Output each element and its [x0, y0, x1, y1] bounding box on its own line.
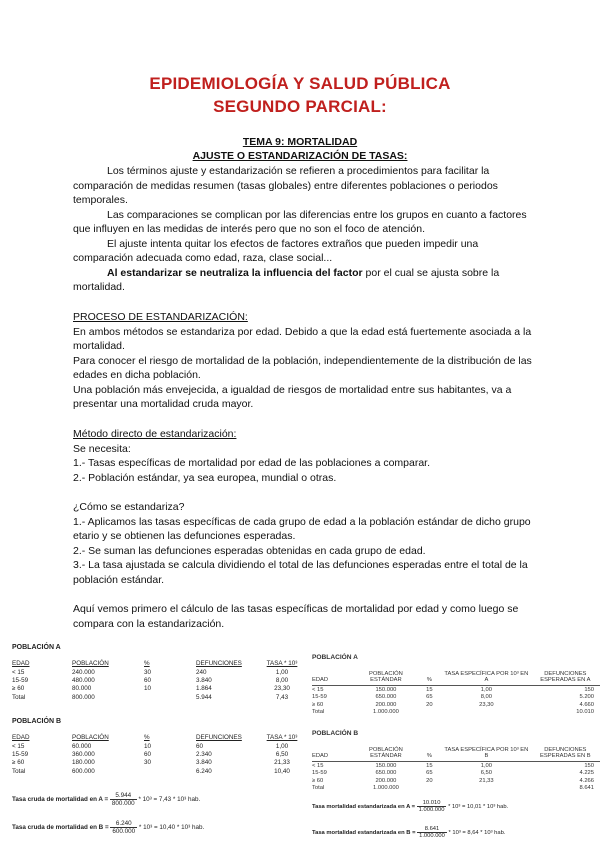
cell: 7,43 — [275, 693, 289, 701]
table-row — [12, 685, 302, 693]
intro-paragraph-4 — [73, 266, 533, 295]
cell: Total — [12, 767, 26, 775]
cell — [417, 709, 443, 717]
denominator: 800.000 — [111, 800, 135, 807]
cell: < 15 — [12, 742, 25, 750]
proceso-heading: PROCESO DE ESTANDARIZACIÓN: — [73, 311, 248, 323]
cell: 3.840 — [196, 677, 212, 685]
col-defunciones: DEFUNCIONES — [196, 660, 242, 667]
cell: 8,00 — [480, 694, 493, 701]
cell: 5.944 — [196, 693, 212, 701]
como-section — [73, 500, 533, 587]
col-percent: % — [417, 747, 443, 762]
col-edad: EDAD — [12, 660, 30, 667]
cell: 150.000 — [375, 762, 397, 769]
cell: 4.225 — [579, 770, 594, 777]
cell: ≥ 60 — [312, 777, 324, 784]
closing-section — [73, 602, 533, 631]
closing-paragraph: Aquí vemos primero el cálculo de las tasas específicas de mortalidad por edad y como luego se compara con la estandarización. — [73, 603, 519, 630]
denominator: 600.000 — [112, 828, 136, 835]
formula-label: Tasa mortalidad estandarizada en B = — [312, 830, 416, 837]
cell: 6,50 — [480, 770, 493, 777]
table-header-row — [12, 660, 302, 668]
cell: 180.000 — [72, 759, 95, 767]
key-statement-rest: por el cual se ajusta sobre la mortalidad. — [73, 266, 500, 293]
key-statement: Al estandarizar se neutraliza la influencia del factor — [107, 266, 363, 279]
table-row — [12, 767, 302, 775]
cell: 10 — [144, 742, 152, 750]
cell — [442, 709, 531, 717]
col-edad: EDAD — [312, 747, 355, 762]
left-table-a-title: POBLACIÓN A — [12, 644, 61, 651]
cell: 150.000 — [375, 686, 397, 693]
cell: 5.200 — [579, 694, 594, 701]
table-header-row — [312, 747, 600, 762]
standardized-rate-formula-b — [312, 826, 505, 839]
cell: 650.000 — [375, 694, 397, 701]
proceso-paragraph-1: En ambos métodos se estandariza por edad. Debido a que la edad está fuertemente asociada a la mortalidad. — [73, 325, 532, 352]
cell: ≥ 60 — [12, 759, 25, 767]
table-row — [12, 759, 302, 767]
cell: 10 — [144, 685, 152, 693]
col-tasa: TASA * 10³ — [266, 660, 298, 667]
cell: 80.000 — [72, 685, 92, 693]
col-tasa-especifica: TASA ESPECÍFICA POR 10³ EN A — [442, 671, 531, 686]
fraction — [110, 792, 137, 807]
formula-label: Tasa cruda de mortalidad en A = — [12, 796, 109, 804]
metodo-line-0: Se necesita: — [73, 442, 131, 455]
cell — [417, 785, 443, 793]
cell: 150 — [584, 762, 594, 769]
col-edad: EDAD — [312, 671, 355, 686]
fraction — [417, 826, 447, 839]
cell: 200.000 — [375, 777, 397, 784]
col-poblacion-estandar: POBLACIÓN ESTÁNDAR — [355, 747, 416, 762]
formula-result: * 10³ = 7,43 * 10³ hab. — [138, 796, 201, 804]
numerator: 6.240 — [110, 820, 137, 828]
col-poblacion-estandar: POBLACIÓN ESTÁNDAR — [355, 671, 416, 686]
intro-paragraph-2: Las comparaciones se complican por las diferencias entre los grupos en cuanto a factores que influyen en las medidas de interés pero que no son el foco de atención. — [73, 208, 527, 235]
cell: 480.000 — [72, 677, 95, 685]
col-poblacion: POBLACIÓN — [72, 734, 109, 741]
table-row — [12, 742, 302, 750]
table-row — [312, 709, 600, 717]
left-table-a — [12, 644, 302, 702]
intro-section — [73, 164, 533, 295]
table-header-row — [312, 671, 600, 686]
cell: 1,00 — [275, 668, 289, 676]
cell: 15 — [426, 762, 433, 769]
cell: < 15 — [312, 762, 324, 769]
como-question: ¿Cómo se estandariza? — [73, 501, 185, 513]
right-table-a — [312, 654, 600, 716]
cell: ≥ 60 — [12, 685, 25, 693]
cell — [144, 693, 196, 701]
como-step-1: 1.- Aplicamos las tasas específicas de cada grupo de edad a la población estándar de dicho grupo etario y se obtienen las defunciones esperadas. — [73, 515, 531, 542]
cell: 1,00 — [480, 762, 493, 769]
col-tasa-especifica: TASA ESPECÍFICA POR 10³ EN B — [442, 747, 531, 762]
como-step-2: 2.- Se suman las defunciones esperadas obtenidas en cada grupo de edad. — [73, 544, 426, 557]
cell: ≥ 60 — [312, 701, 324, 708]
cell: 8,00 — [275, 677, 289, 685]
cell: 15-59 — [312, 770, 327, 777]
cell: 15-59 — [12, 677, 29, 685]
table-row — [12, 676, 302, 684]
table-header-row — [12, 734, 302, 742]
col-defunciones: DEFUNCIONES — [196, 734, 242, 741]
cell: 4.660 — [579, 701, 594, 708]
cell: 600.000 — [72, 767, 95, 775]
col-edad: EDAD — [12, 734, 30, 741]
page-title: EPIDEMIOLOGÍA Y SALUD PÚBLICA — [149, 74, 451, 93]
cell: 1.000.000 — [373, 709, 399, 716]
cell: 200.000 — [375, 701, 397, 708]
page-subtitle: SEGUNDO PARCIAL: — [213, 97, 387, 116]
cell: 10.010 — [576, 709, 594, 716]
denominator: 1.000.000 — [419, 833, 445, 839]
cell: 30 — [144, 668, 152, 676]
numerator: 5.944 — [110, 792, 137, 800]
cell: 21,33 — [479, 777, 494, 784]
formula-label: Tasa cruda de mortalidad en B = — [12, 824, 109, 832]
table-row — [12, 750, 302, 758]
formula-result: * 10³ = 10,40 * 10³ hab. — [138, 824, 205, 832]
cell: 23,30 — [274, 685, 290, 693]
cell: 60 — [196, 742, 204, 750]
cell: 15-59 — [12, 751, 29, 759]
table-row — [312, 686, 600, 694]
cell — [144, 767, 196, 775]
cell: 800.000 — [72, 693, 95, 701]
table-row — [12, 668, 302, 676]
formula-result: * 10³ = 10,01 * 10³ hab. — [448, 804, 509, 811]
cell: 15 — [426, 686, 433, 693]
cell: Total — [312, 709, 325, 716]
fraction — [110, 820, 137, 835]
cell: 6,50 — [275, 751, 289, 759]
cell: 650.000 — [375, 770, 397, 777]
col-defunciones-esperadas: DEFUNCIONES ESPERADAS EN B — [531, 747, 600, 762]
cell: 240 — [196, 668, 207, 676]
cell: 20 — [426, 701, 433, 708]
cell: 8.641 — [579, 785, 594, 792]
cell: < 15 — [12, 668, 25, 676]
cell: 1.864 — [196, 685, 212, 693]
topic-heading: TEMA 9: MORTALIDAD — [242, 136, 358, 148]
standardized-rate-formula-a — [312, 800, 508, 813]
metodo-section — [73, 427, 533, 485]
left-table-b-title: POBLACIÓN B — [12, 718, 61, 725]
cell: 150 — [584, 686, 594, 693]
table-row — [312, 762, 600, 770]
fraction — [417, 800, 447, 813]
table-row — [312, 701, 600, 709]
cell: 60 — [144, 751, 152, 759]
como-step-3: 3.- La tasa ajustada se calcula dividiendo el total de las defunciones esperadas entre el total de la población estándar. — [73, 559, 528, 586]
numerator: 10.010 — [417, 800, 447, 807]
cell: 240.000 — [72, 668, 95, 676]
table-row — [312, 785, 600, 793]
crude-rate-formula-b — [12, 820, 204, 835]
left-table-b — [12, 718, 302, 776]
intro-paragraph-1: Los términos ajuste y estandarización se refieren a procedimientos para facilitar la comparación de medidas resumen (tasas globales) entre diferentes poblaciones o periodos temporales. — [73, 165, 498, 206]
right-table-a-title: POBLACIÓN A — [312, 654, 358, 661]
cell: 21,33 — [274, 759, 290, 767]
cell: 23,30 — [479, 701, 494, 708]
col-percent: % — [144, 660, 150, 667]
cell: 1.000.000 — [373, 785, 399, 792]
proceso-paragraph-3: Una población más envejecida, a igualdad de riesgos de mortalidad entre sus habitantes, va a presentar una mortalidad cruda mayor. — [73, 383, 512, 410]
cell: Total — [312, 785, 325, 792]
cell: 65 — [426, 770, 433, 777]
cell: 360.000 — [72, 751, 95, 759]
cell: 2.340 — [196, 751, 212, 759]
denominator: 1.000.000 — [418, 807, 445, 813]
cell: 10,40 — [274, 767, 290, 775]
proceso-section — [73, 310, 533, 412]
cell: 3.840 — [196, 759, 212, 767]
table-row — [312, 777, 600, 785]
table-row — [12, 693, 302, 701]
cell: 15-59 — [312, 694, 327, 701]
formula-label: Tasa mortalidad estandarizada en A = — [312, 804, 416, 811]
numerator: 8.641 — [417, 826, 447, 833]
table-row — [312, 694, 600, 702]
col-poblacion: POBLACIÓN — [72, 660, 109, 667]
cell: 60 — [144, 677, 152, 685]
crude-rate-formula-a — [12, 792, 200, 807]
col-percent: % — [417, 671, 443, 686]
formula-result: * 10³ = 8,64 * 10³ hab. — [448, 830, 506, 837]
proceso-paragraph-2: Para conocer el riesgo de mortalidad de la población, independientemente de la distribución de las edades en dicha población. — [73, 354, 532, 381]
cell: < 15 — [312, 686, 324, 693]
right-table-b-title: POBLACIÓN B — [312, 730, 359, 737]
cell: 4.266 — [579, 777, 594, 784]
right-table-b — [312, 730, 600, 792]
cell: 65 — [426, 694, 433, 701]
col-percent: % — [144, 734, 150, 741]
cell: 1,00 — [275, 742, 289, 750]
metodo-line-2: 2.- Población estándar, ya sea europea, mundial o otras. — [73, 471, 337, 484]
col-defunciones-esperadas: DEFUNCIONES ESPERADAS EN A — [531, 671, 600, 686]
cell: Total — [12, 693, 26, 701]
metodo-line-1: 1.- Tasas específicas de mortalidad por edad de las poblaciones a comparar. — [73, 457, 431, 469]
cell: 20 — [426, 777, 433, 784]
metodo-heading: Método directo de estandarización: — [73, 428, 237, 440]
cell: 6.240 — [196, 767, 212, 775]
table-row — [312, 770, 600, 778]
intro-paragraph-3: El ajuste intenta quitar los efectos de factores extraños que pueden impedir una comparación adecuada como edad, raza, clase social... — [73, 237, 479, 264]
cell: 60.000 — [72, 742, 92, 750]
cell: 30 — [144, 759, 152, 767]
col-tasa: TASA * 10³ — [266, 734, 298, 741]
cell: 1,00 — [480, 686, 493, 693]
subtopic-heading: AJUSTE O ESTANDARIZACIÓN DE TASAS: — [192, 150, 408, 162]
cell — [442, 785, 531, 793]
